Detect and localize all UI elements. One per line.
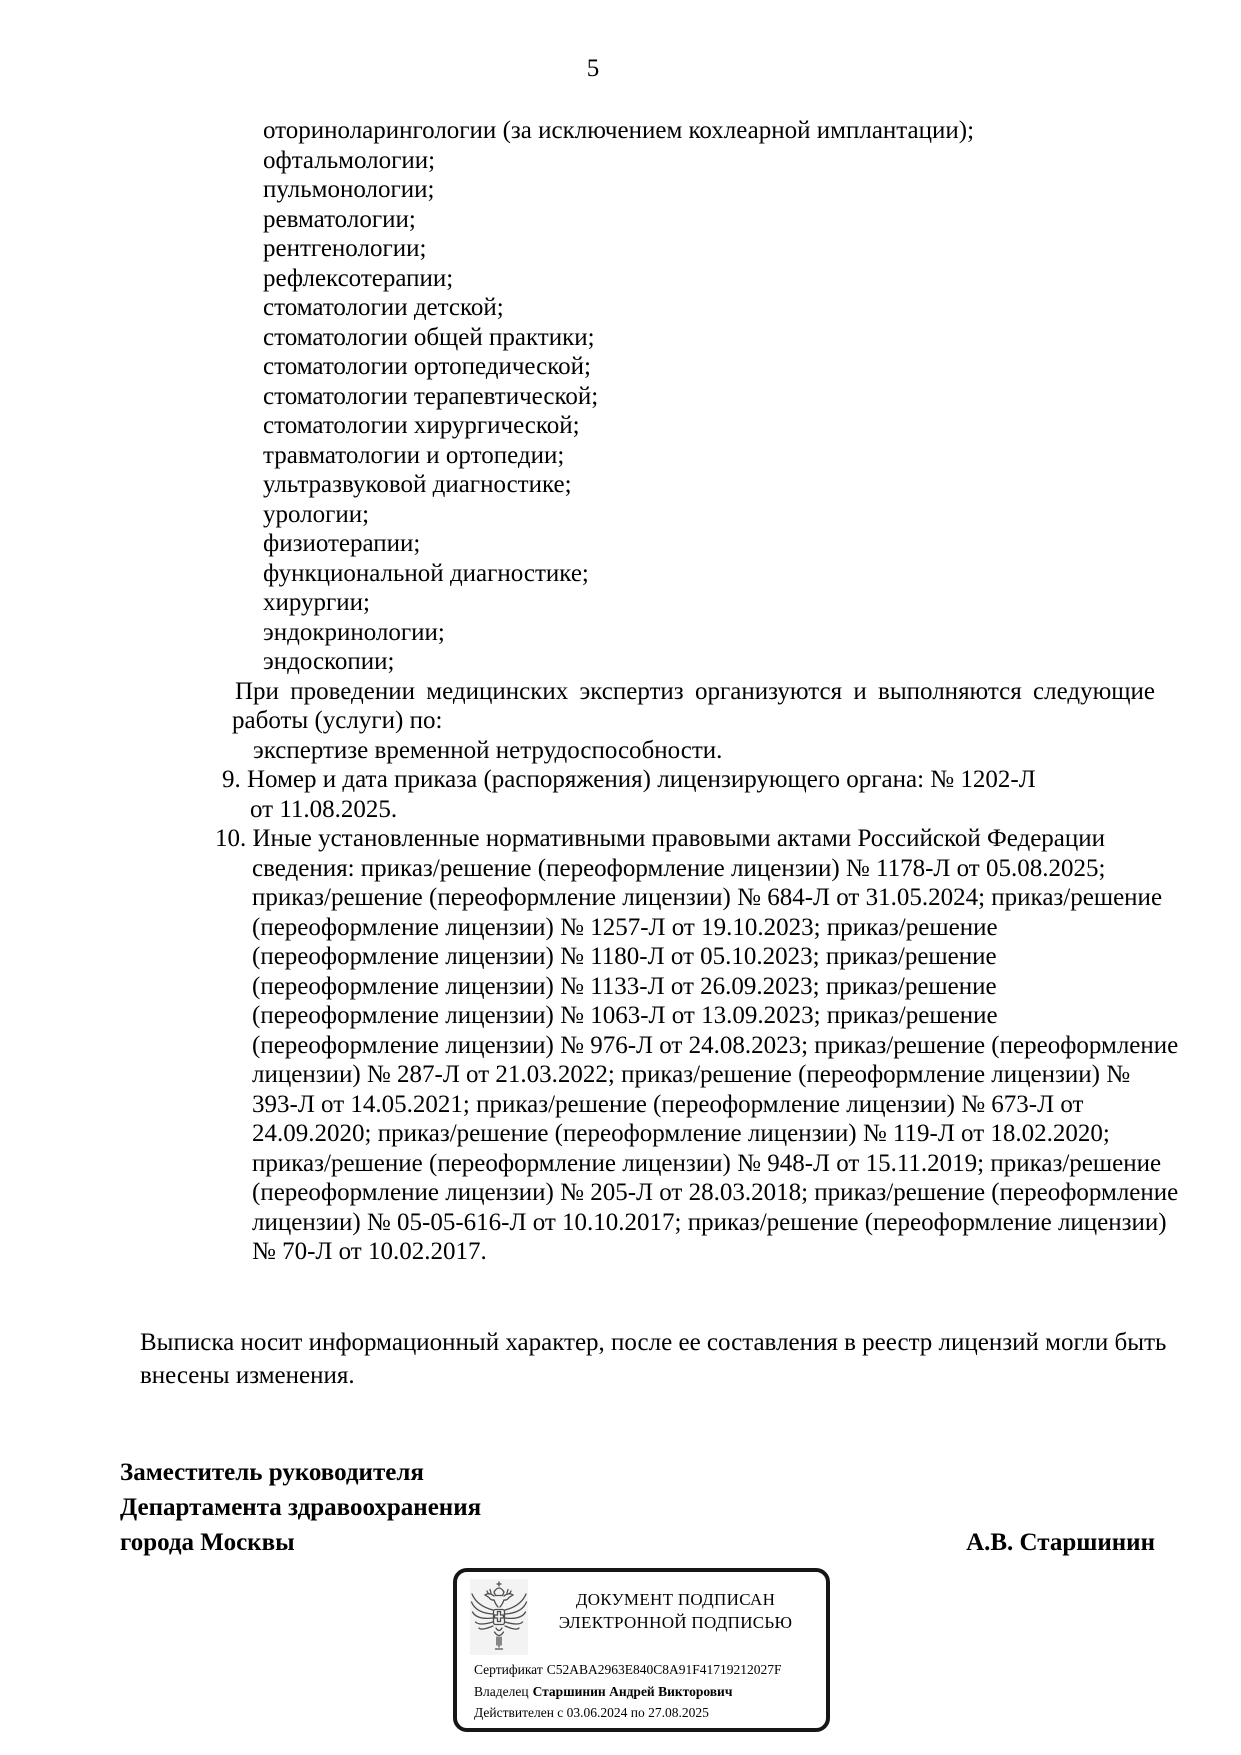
list-line: эндоскопии; [263,648,395,675]
electronic-signature-stamp [453,1568,830,1732]
owner-name: Старшинин Андрей Викторович [532,1683,733,1699]
list-line: стоматологии общей практики; [263,323,595,351]
owner-label: Владелец [474,1683,529,1699]
list-line: стоматологии ортопедической; [263,353,591,380]
item9-line2: от 11.08.2025. [250,795,398,823]
expertise-work-item: экспертизе временной нетрудоспособности. [253,736,723,764]
list-line: лицензии) № 287-Л от 21.03.2022; приказ/решение (переоформление лицензии) № [252,1061,1131,1088]
item10-lines [0,824,1241,1267]
stamp-title-line-2: ЭЛЕКТРОННОЙ ПОДПИСЬЮ [558,1613,793,1632]
signer-position-and-name-row [120,1525,1155,1560]
list-line: (переоформление лицензии) № 1133-Л от 26.09.2023; приказ/решение [252,972,997,1000]
list-line: травматологии и ортопедии; [263,441,565,469]
list-line: стоматологии детской; [263,294,504,321]
note-line-1: Выписка носит информационный характер, после ее составления в реестр лицензий могли быть [140,1329,1167,1356]
list-line: урологии; [263,500,370,528]
list-line: ультразвуковой диагностике; [263,471,572,498]
list-line: (переоформление лицензии) № 1180-Л от 05.10.2023; приказ/решение [252,943,997,970]
list-line: ревматологии; [263,205,416,233]
list-line: (переоформление лицензии) № 1063-Л от 13.09.2023; приказ/решение [252,1002,998,1029]
item9-line1: 9. Номер и дата приказа (распоряжения) лицензирующего органа: № 1202-Л [222,766,1036,793]
list-line: функциональной диагностике; [263,559,589,587]
list-line: пульмонологии; [263,176,435,203]
list-line: стоматологии хирургической; [263,412,580,439]
list-line: (переоформление лицензии) № 205-Л от 28.03.2018; приказ/решение (переоформление [252,1179,1179,1206]
note-line-2: внесены изменения. [140,1362,355,1389]
signer-position-line-3: города Москвы [120,1529,295,1556]
list-line: оториноларингологии (за исключением кохлеарной имплантации); [263,117,975,144]
list-line: физиотерапии; [263,530,421,557]
certificate-label: Сертификат [474,1662,543,1677]
signer-position-line-2: Департамента здравоохранения [120,1494,482,1521]
document-body [0,116,1241,1267]
specialties-list [0,116,1241,677]
signature-block [120,1455,1155,1560]
owner-row [474,1681,818,1703]
list-line: 10. Иные установленные нормативными правовыми актами Российской Федерации [215,825,1106,852]
list-line: 393-Л от 14.05.2021; приказ/решение (переоформление лицензии) № 673-Л от [252,1090,1084,1118]
list-line: приказ/решение (переоформление лицензии) № 684-Л от 31.05.2024; приказ/решение [252,884,1163,911]
list-line: рефлексотерапии; [263,264,454,292]
expertise-intro-tail: работы (услуги) по: [232,707,443,734]
validity-row: Действителен с 03.06.2024 по 27.08.2025 [474,1705,709,1720]
informational-note [140,1326,1170,1392]
list-line: (переоформление лицензии) № 1257-Л от 19.10.2023; приказ/решение [252,913,998,941]
stamp-details [474,1659,818,1724]
list-line: лицензии) № 05-05-616-Л от 10.10.2017; приказ/решение (переоформление лицензии) [252,1208,1167,1236]
list-line: рентгенологии; [263,235,427,262]
signer-position-line-1: Заместитель руководителя [120,1459,424,1486]
list-line: сведения: приказ/решение (переоформление лицензии) № 1178-Л от 05.08.2025; [252,854,1106,882]
stamp-title-line-1: ДОКУМЕНТ ПОДПИСАН [575,1590,776,1609]
signer-name: А.В. Старшинин [966,1529,1155,1556]
list-line: приказ/решение (переоформление лицензии) № 948-Л от 15.11.2019; приказ/решение [252,1149,1162,1177]
list-line: 24.09.2020; приказ/решение (переоформление лицензии) № 119-Л от 18.02.2020; [252,1120,1110,1147]
expertise-intro-line: При проведении медицинских экспертиз организуются и выполняются следующие [235,677,1155,705]
stamp-title [531,1588,820,1634]
certificate-value: C52ABA2963E840C8A91F41719212027F [546,1662,782,1677]
list-line: (переоформление лицензии) № 976-Л от 24.08.2023; приказ/решение (переоформление [252,1031,1179,1059]
list-line: стоматологии терапевтической; [263,382,599,410]
certificate-row [474,1659,818,1681]
list-line: офтальмологии; [263,146,436,174]
roszdravnadzor-double-eagle-icon [470,1579,528,1655]
list-line: № 70-Л от 10.02.2017. [252,1238,487,1265]
page-number: 5 [586,55,600,82]
list-line: эндокринологии; [263,618,445,646]
list-line: хирургии; [263,589,371,616]
